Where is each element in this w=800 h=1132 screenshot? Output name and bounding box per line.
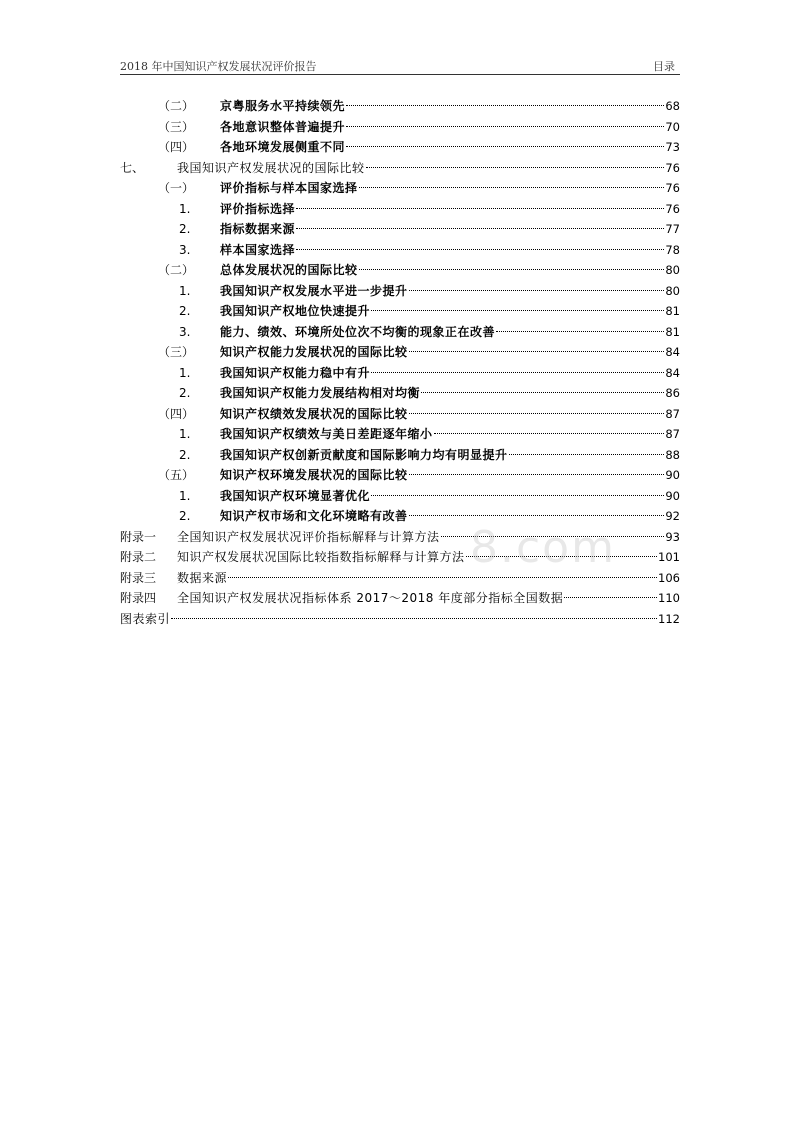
toc-entry[interactable] <box>120 424 680 445</box>
toc-leader-dots <box>434 433 665 434</box>
toc-entry-page: 110 <box>658 591 680 605</box>
watermark: 8.com <box>470 522 616 573</box>
toc-entry-body <box>220 342 680 363</box>
toc-leader-dots <box>409 413 665 414</box>
toc-leader-dots <box>366 167 665 168</box>
toc-leader-dots <box>346 126 664 127</box>
toc-entry-number: （四） <box>158 406 195 421</box>
toc-entry-body <box>220 178 680 199</box>
toc-entry-body <box>177 547 680 568</box>
report-title: 2018 年中国知识产权发展状况评价报告 <box>120 60 317 73</box>
toc-entry[interactable] <box>120 568 680 589</box>
toc-entry[interactable] <box>120 117 680 138</box>
toc-leader-dots <box>409 290 665 291</box>
toc-entry-body <box>220 240 680 261</box>
toc-entry-title: 知识产权市场和文化环境略有改善 <box>220 509 408 523</box>
toc-leader-dots <box>409 474 665 475</box>
toc-entry-body <box>220 199 680 220</box>
toc-leader-dots <box>409 515 665 516</box>
toc-entry-number: 1. <box>179 488 191 503</box>
toc-entry-page: 76 <box>665 181 680 195</box>
toc-entry-number: （五） <box>158 468 195 482</box>
toc-leader-dots <box>296 249 664 250</box>
toc-entry[interactable] <box>120 383 680 404</box>
toc-entry-number: 附录一 <box>120 529 157 544</box>
toc-leader-dots <box>228 577 657 578</box>
toc-leader-dots <box>359 187 665 188</box>
toc-entry-page: 88 <box>665 447 680 462</box>
toc-entry[interactable] <box>120 281 680 302</box>
toc-entry-body <box>220 260 680 281</box>
toc-entry-title: 我国知识产权能力稳中有升 <box>220 365 371 380</box>
toc-entry-body <box>120 609 680 630</box>
toc-leader-dots <box>346 105 664 106</box>
toc-entry-body <box>220 137 680 158</box>
toc-entry-page: 106 <box>658 570 680 585</box>
toc-entry-page: 76 <box>665 201 680 216</box>
toc-entry[interactable] <box>120 404 680 425</box>
toc-entry-page: 80 <box>665 283 680 298</box>
toc-entry-number: 1. <box>179 427 191 441</box>
toc-entry-number: （四） <box>158 140 195 154</box>
toc-entry-title: 总体发展状况的国际比较 <box>220 263 358 277</box>
toc-leader-dots <box>346 146 664 147</box>
toc-leader-dots <box>441 536 665 537</box>
toc-entry-page: 87 <box>665 406 680 421</box>
toc-entry-number: 附录四 <box>120 591 157 605</box>
toc-entry-page: 80 <box>665 263 680 277</box>
toc-entry-body <box>220 486 680 507</box>
table-of-contents <box>120 96 680 629</box>
toc-leader-dots <box>371 495 664 496</box>
toc-leader-dots <box>359 269 665 270</box>
toc-entry-page: 93 <box>665 529 680 544</box>
toc-entry-number: 附录三 <box>120 570 157 585</box>
toc-entry-page: 90 <box>665 488 680 503</box>
toc-entry-page: 87 <box>665 427 680 441</box>
toc-entry-body <box>177 588 680 609</box>
header-divider <box>120 74 680 75</box>
toc-entry-body <box>220 383 680 404</box>
toc-entry-number: （二） <box>158 99 195 113</box>
toc-leader-dots <box>409 351 665 352</box>
toc-entry-title: 各地环境发展侧重不同 <box>220 140 346 154</box>
toc-entry-number: 2. <box>179 222 191 236</box>
toc-entry[interactable] <box>120 547 680 568</box>
toc-entry-page: 86 <box>665 386 680 400</box>
toc-entry-page: 112 <box>658 611 680 626</box>
toc-entry-title: 能力、绩效、环境所处位次不均衡的现象正在改善 <box>220 324 496 339</box>
toc-entry[interactable] <box>120 219 680 240</box>
toc-entry-number: 1. <box>179 365 191 380</box>
toc-entry-number: （二） <box>158 263 195 277</box>
toc-leader-dots <box>466 556 658 557</box>
toc-entry[interactable] <box>120 137 680 158</box>
toc-entry-title: 全国知识产权发展状况指标体系 2017～2018 年度部分指标全国数据 <box>177 591 564 605</box>
toc-entry-body <box>220 219 680 240</box>
toc-entry-page: 84 <box>665 365 680 380</box>
toc-entry[interactable] <box>120 301 680 322</box>
toc-entry-title: 京粤服务水平持续领先 <box>220 99 346 113</box>
page-header <box>120 55 680 75</box>
toc-entry-title: 各地意识整体普遍提升 <box>220 119 346 134</box>
toc-entry-title: 知识产权环境发展状况的国际比较 <box>220 468 408 482</box>
toc-entry-body <box>177 568 680 589</box>
toc-entry-body <box>220 404 680 425</box>
toc-entry-page: 81 <box>665 304 680 318</box>
toc-leader-dots <box>564 597 657 598</box>
toc-entry-body <box>220 96 680 117</box>
toc-entry[interactable] <box>120 158 680 179</box>
toc-leader-dots <box>371 310 664 311</box>
toc-entry-body <box>220 424 680 445</box>
toc-entry-number: 3. <box>179 242 191 257</box>
toc-entry[interactable] <box>120 588 680 609</box>
toc-entry-number: 附录二 <box>120 550 157 564</box>
toc-entry-number: 2. <box>179 509 191 523</box>
toc-entry-title: 数据来源 <box>177 570 228 585</box>
toc-entry-body <box>220 281 680 302</box>
toc-entry-body <box>220 117 680 138</box>
toc-entry[interactable] <box>120 486 680 507</box>
toc-entry-title: 我国知识产权发展水平进一步提升 <box>220 283 408 298</box>
toc-entry-page: 73 <box>665 140 680 154</box>
toc-entry-body <box>220 465 680 486</box>
section-label: 目录 <box>653 60 675 73</box>
toc-entry-title: 全国知识产权发展状况评价指标解释与计算方法 <box>177 529 440 544</box>
toc-entry-number: （三） <box>158 119 195 134</box>
toc-entry[interactable] <box>120 178 680 199</box>
toc-entry-title: 知识产权发展状况国际比较指数指标解释与计算方法 <box>177 550 465 564</box>
toc-entry-page: 77 <box>665 222 680 236</box>
toc-entry-title: 评价指标与样本国家选择 <box>220 181 358 195</box>
toc-entry-number: （一） <box>158 181 195 195</box>
toc-entry-title: 我国知识产权发展状况的国际比较 <box>177 160 365 175</box>
toc-entry-title: 样本国家选择 <box>220 242 296 257</box>
toc-entry-title: 我国知识产权能力发展结构相对均衡 <box>220 386 421 400</box>
toc-entry-page: 90 <box>665 468 680 482</box>
toc-entry-number: 2. <box>179 447 191 462</box>
toc-entry-title: 我国知识产权地位快速提升 <box>220 304 371 318</box>
toc-leader-dots <box>496 331 664 332</box>
toc-entry[interactable] <box>120 465 680 486</box>
toc-entry[interactable] <box>120 445 680 466</box>
toc-leader-dots <box>296 208 664 209</box>
toc-entry-number: 2. <box>179 304 191 318</box>
toc-entry-title: 我国知识产权绩效与美日差距逐年缩小 <box>220 427 433 441</box>
toc-leader-dots <box>296 228 664 229</box>
toc-leader-dots <box>371 372 664 373</box>
toc-entry-page: 101 <box>658 550 680 564</box>
toc-entry-number: 2. <box>179 386 191 400</box>
toc-entry-title: 知识产权能力发展状况的国际比较 <box>220 345 408 359</box>
toc-entry-number: 七、 <box>120 160 145 175</box>
toc-entry[interactable] <box>120 342 680 363</box>
toc-entry[interactable] <box>120 363 680 384</box>
toc-entry[interactable] <box>120 260 680 281</box>
toc-entry-page: 81 <box>665 324 680 339</box>
toc-leader-dots <box>509 454 665 455</box>
toc-entry-page: 76 <box>665 160 680 175</box>
toc-entry-title: 我国知识产权创新贡献度和国际影响力均有明显提升 <box>220 447 508 462</box>
toc-entry-page: 70 <box>665 119 680 134</box>
toc-entry-body <box>220 506 680 527</box>
toc-entry[interactable] <box>120 506 680 527</box>
toc-entry-number: （三） <box>158 345 195 359</box>
toc-entry[interactable] <box>120 96 680 117</box>
toc-entry-title: 我国知识产权环境显著优化 <box>220 488 371 503</box>
toc-entry[interactable] <box>120 322 680 343</box>
toc-entry-title: 评价指标选择 <box>220 201 296 216</box>
toc-entry[interactable] <box>120 199 680 220</box>
toc-entry-body <box>220 322 680 343</box>
toc-entry-number: 1. <box>179 283 191 298</box>
toc-entry-page: 78 <box>665 242 680 257</box>
toc-entry-page: 84 <box>665 345 680 359</box>
toc-leader-dots <box>171 618 657 619</box>
toc-entry[interactable] <box>120 609 680 630</box>
toc-entry-body <box>220 301 680 322</box>
toc-entry-body <box>220 363 680 384</box>
toc-entry-number: 3. <box>179 324 191 339</box>
toc-entry-title: 知识产权绩效发展状况的国际比较 <box>220 406 408 421</box>
toc-entry-title: 指标数据来源 <box>220 222 296 236</box>
toc-entry-number: 1. <box>179 201 191 216</box>
toc-entry-title: 图表索引 <box>120 611 171 626</box>
toc-entry-page: 92 <box>665 509 680 523</box>
toc-leader-dots <box>421 392 664 393</box>
toc-entry-page: 68 <box>665 99 680 113</box>
toc-entry-body <box>177 158 680 179</box>
toc-entry-body <box>220 445 680 466</box>
toc-entry-body <box>177 527 680 548</box>
toc-entry[interactable] <box>120 527 680 548</box>
toc-entry[interactable] <box>120 240 680 261</box>
